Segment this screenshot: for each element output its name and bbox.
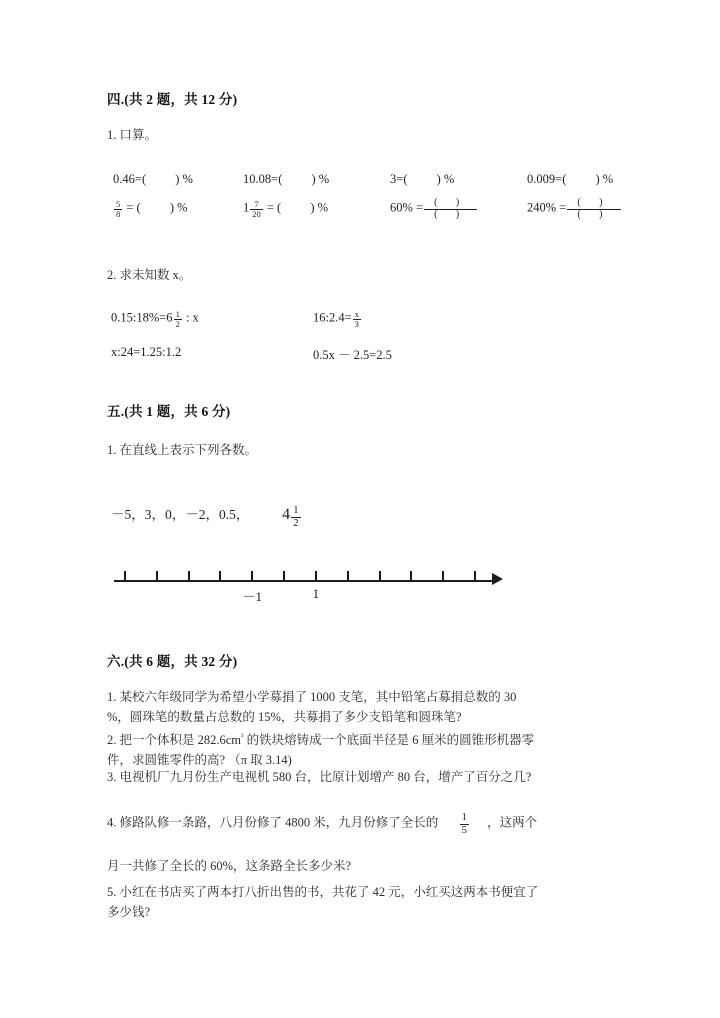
equation-1-suffix: : x — [182, 310, 199, 325]
question-label-4-2: 2. 求未知数 x。 — [107, 268, 192, 282]
fraction-numerator: 1 — [293, 504, 299, 517]
word-problem-4-line-1 — [107, 812, 647, 836]
oral-calc-item-2 — [243, 172, 329, 187]
oral-calc-item-6 — [243, 200, 328, 219]
cubic-superscript: ³ — [241, 732, 244, 741]
fraction-denominator: 20 — [252, 208, 261, 219]
number-line-tick — [219, 571, 221, 581]
number-list — [111, 503, 302, 529]
fraction-x-over-three — [353, 310, 361, 329]
oral-calc-item-2-percent: % — [318, 172, 330, 186]
question-label-5-1: 1. 在直线上表示下列各数。 — [107, 443, 258, 457]
section-heading-four: 四.(共 2 题，共 12 分) — [107, 92, 238, 107]
equation-3: x:24=1.25:1.2 — [111, 345, 182, 359]
number-line-tick-label: －1 — [242, 589, 263, 604]
word-problem-5-line-1: 5. 小红在书店买了两本打八折出售的书，共花了 42 元，小红买这两本书便宜了 — [107, 885, 539, 899]
number-line-tick — [410, 571, 412, 581]
word-problem-2-line-2: 件，求圆锥零件的高? （π 取 3.14) — [107, 753, 292, 768]
oral-calc-item-3-left: 3= — [390, 172, 404, 186]
number-line-tick — [474, 571, 476, 581]
fraction-numerator: 1 — [175, 309, 180, 319]
word-problem-3 — [107, 767, 627, 787]
mixed-whole: 1 — [243, 200, 250, 215]
oral-calc-item-8-left: 240% = — [527, 200, 567, 215]
word-problem-1 — [107, 687, 627, 727]
oral-calc-item-3 — [390, 172, 454, 187]
word-problem-4-line-1b: ，这两个 — [487, 815, 538, 830]
oral-calc-item-4-percent: % — [602, 172, 614, 186]
fraction-one-half — [291, 505, 301, 529]
oral-calc-item-5 — [113, 200, 188, 219]
section-heading-six: 六.(共 6 题，共 32 分) — [107, 654, 238, 669]
oral-calc-item-7-left: 60% = — [390, 200, 424, 215]
fraction-numerator: 5 — [116, 199, 121, 209]
oral-calc-item-5-eq: = ( — [126, 200, 141, 215]
mixed-whole: 4 — [282, 506, 291, 523]
word-problem-2-line-1b: 的铁块熔铸成一个底面半径是 6 厘米的圆锥形机器零 — [243, 733, 535, 748]
equation-1-prefix: 0.15:18%=6 — [111, 310, 173, 325]
oral-calc-item-4 — [527, 172, 613, 187]
number-line-axis — [114, 580, 492, 582]
number-line-tick — [379, 571, 381, 581]
oral-calc-item-5-close: ) % — [169, 200, 188, 215]
number-line-tick — [124, 571, 126, 581]
fraction-denominator: 2 — [293, 516, 299, 529]
question-label-4-1: 1. 口算。 — [107, 128, 158, 142]
number-line-tick — [442, 571, 444, 581]
fraction-numerator: 7 — [254, 199, 259, 209]
fraction-numerator: x — [354, 309, 359, 319]
oral-calc-item-6-close: ) % — [310, 200, 329, 215]
oral-calc-item-4-close: ) — [595, 172, 600, 186]
number-line-diagram — [114, 558, 506, 614]
word-problem-4-line-2: 月一共修了全长的 60%，这条路全长多少米? — [107, 859, 352, 874]
fraction-numerator: 1 — [461, 811, 468, 823]
fraction-numerator: ( ) — [434, 197, 468, 208]
mixed-number-one-seven-twentieths — [243, 200, 264, 219]
oral-calc-item-1-open: ( — [141, 172, 147, 186]
fraction-denominator: 2 — [175, 318, 180, 329]
oral-calc-item-7 — [390, 198, 478, 220]
equation-4: 0.5x － 2.5=2.5 — [313, 348, 392, 362]
fraction-denominator: ( ) — [567, 209, 620, 221]
oral-calc-item-3-open: ( — [403, 172, 408, 186]
oral-calc-item-6-eq: = ( — [266, 200, 282, 215]
fraction-numerator: ( ) — [577, 197, 611, 208]
oral-calc-item-2-close: ) — [311, 172, 316, 186]
number-line-tick — [188, 571, 190, 581]
fraction-blank-parens-1 — [424, 198, 477, 220]
word-problem-4-line-1a: 4. 修路队修一条路，八月份修了 4800 米，九月份修了全长的 — [107, 815, 439, 830]
equation-2 — [313, 310, 362, 329]
number-line-tick — [315, 571, 317, 581]
oral-calc-item-1-percent: % — [182, 172, 193, 186]
mixed-number-four-and-half — [282, 505, 302, 529]
fraction-denominator: 3 — [354, 318, 359, 329]
word-problem-5-line-2: 多少钱? — [107, 905, 151, 919]
fraction-five-eighths — [114, 200, 122, 219]
fraction-denominator: 5 — [461, 823, 468, 836]
number-line-arrow-icon — [492, 573, 503, 585]
number-line-tick — [347, 571, 349, 581]
word-problem-2-line-1a: 2. 把一个体积是 282.6cm — [107, 733, 242, 748]
fraction-seven-twentieths — [250, 200, 263, 219]
equation-1 — [111, 310, 199, 329]
oral-calc-item-4-open: ( — [562, 172, 567, 186]
oral-calc-item-2-left: 10.08= — [243, 172, 279, 186]
equation-2-prefix: 16:2.4= — [313, 310, 352, 325]
number-line-tick — [156, 571, 158, 581]
word-problem-2 — [107, 727, 627, 770]
fraction-blank-parens-2 — [567, 198, 620, 220]
number-line-tick — [283, 571, 285, 581]
oral-calc-item-1 — [113, 172, 193, 187]
word-problem-3-line-1: 3. 电视机厂九月份生产电视机 580 台，比原计划增产 80 台，增产了百分之几? — [107, 770, 532, 784]
oral-calc-item-2-open: ( — [278, 172, 283, 186]
word-problem-1-line-1: 1. 某校六年级同学为希望小学募捐了 1000 支笔，其中铅笔占募捐总数的 30 — [107, 690, 517, 704]
oral-calc-item-3-close: ) — [436, 172, 441, 186]
number-list-text: －5，3，0，－2，0.5， — [111, 507, 250, 522]
word-problem-2-line-1 — [107, 727, 627, 750]
number-line-tick — [251, 571, 253, 581]
oral-calc-item-1-left: 0.46= — [113, 172, 142, 186]
word-problem-1-line-2: %，圆珠笔的数量占总数的 15%，共募捐了多少支铅笔和圆珠笔? — [107, 710, 462, 724]
number-line-tick-label: 1 — [312, 586, 320, 601]
fraction-denominator: ( ) — [424, 209, 477, 221]
word-problem-4 — [107, 812, 647, 876]
fraction-one-half — [174, 310, 182, 329]
fraction-one-fifth — [460, 812, 470, 836]
section-heading-five: 五.(共 1 题，共 6 分) — [107, 404, 231, 419]
oral-calc-item-8 — [527, 198, 622, 220]
oral-calc-item-3-percent: % — [443, 172, 455, 186]
word-problem-5 — [107, 882, 627, 922]
fraction-denominator: 8 — [116, 208, 121, 219]
oral-calc-item-4-left: 0.009= — [527, 172, 563, 186]
oral-calc-item-1-close: ) — [175, 172, 180, 186]
